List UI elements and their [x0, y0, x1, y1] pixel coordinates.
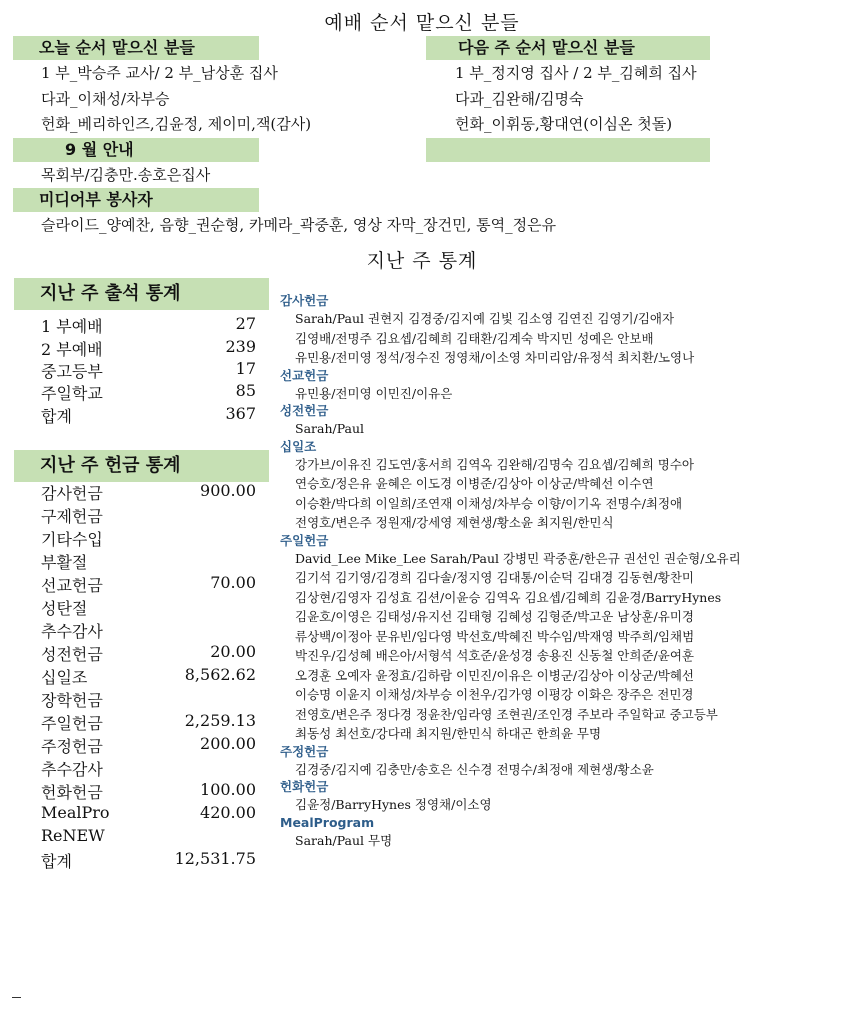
offering-row [41, 573, 256, 597]
stats-title: 지난 주 통계 [366, 250, 478, 272]
offering-row [41, 734, 256, 758]
donor-names-line: 유민용/전미영 정석/정수진 정영채/이소영 차미리암/유정석 최치환/노영나 [295, 350, 695, 365]
next-week-line: 헌화_이휘동,황대연(이심온 첫돌) [455, 115, 673, 133]
offering-row [41, 780, 256, 804]
offering-row [41, 642, 256, 666]
donor-section-title: 성전헌금 [280, 403, 329, 418]
row-label: 성전헌금 [41, 645, 103, 664]
donor-names-line: 전영호/변은주 정다경 정윤찬/임라영 조현권/조인경 주보라 주일학교 중고등부 [295, 706, 718, 722]
row-value: 8,562.62 [184, 665, 256, 684]
row-value: 70.00 [210, 573, 256, 592]
row-label: 선교헌금 [41, 576, 103, 595]
today-line: 1 부_박승주 교사/ 2 부_남상훈 집사 [41, 64, 278, 82]
row-value: 367 [225, 404, 256, 423]
offering-row [41, 711, 256, 735]
september-line: 목회부/김충만.송호은집사 [41, 166, 211, 184]
attendance-row [41, 314, 256, 338]
offering-heading: 지난 주 헌금 통계 [40, 455, 181, 476]
offering-total-row [41, 849, 256, 873]
offering-row [41, 527, 256, 551]
offering-row [41, 826, 256, 850]
row-value: 12,531.75 [174, 849, 256, 868]
donor-section-title: 감사헌금 [280, 293, 329, 308]
footer-dash [12, 997, 21, 998]
offering-row [41, 596, 256, 620]
row-label: 기타수입 [41, 530, 103, 549]
today-line: 헌화_베리하인즈,김윤정, 제이미,잭(감사) [41, 115, 312, 133]
row-label: 2 부예배 [41, 340, 103, 359]
today-heading: 오늘 순서 맡으신 분들 [39, 38, 195, 57]
row-label: 1 부예배 [41, 317, 103, 336]
donor-names-line: 김영배/전명주 김요셉/김혜희 김태환/김계숙 박지민 성예은 안보배 [295, 330, 654, 346]
attendance-total-row [41, 404, 256, 428]
row-value: 27 [235, 314, 256, 333]
next-week-line: 1 부_정지영 집사 / 2 부_김혜희 집사 [455, 64, 697, 82]
today-line: 다과_이채성/차부승 [41, 90, 170, 108]
row-label: 주정헌금 [41, 737, 103, 756]
offering-row [41, 504, 256, 528]
row-label: 중고등부 [41, 362, 103, 381]
offering-row [41, 481, 256, 505]
donor-section-title: MealProgram [280, 814, 375, 830]
donor-section-title: 선교헌금 [280, 367, 329, 383]
donor-names-line: 김윤호/이영은 김태성/유지선 김태형 김혜성 김형준/박고운 남상훈/유미경 [295, 609, 694, 624]
row-label: 구제헌금 [41, 507, 103, 526]
row-label: 합계 [41, 407, 72, 426]
row-value: 20.00 [210, 642, 256, 661]
donor-names-line: 김윤정/BarryHynes 정영채/이소영 [295, 797, 492, 812]
row-label: 합계 [41, 852, 72, 871]
donor-section-title: 주일헌금 [280, 532, 329, 548]
offering-row [41, 619, 256, 643]
offering-heading-bar [14, 450, 269, 482]
row-label: 장학헌금 [41, 691, 103, 710]
donor-section-title: 주정헌금 [280, 743, 329, 759]
donor-names-line: 연승호/정은유 윤혜은 이도경 이병준/김상아 이상군/박혜선 이수연 [295, 476, 654, 491]
donor-names-line: 강가브/이유진 김도연/홍서희 김역옥 김완해/김명숙 김요셉/김혜희 명수아 [295, 456, 694, 472]
attendance-row [41, 381, 256, 405]
september-heading-bar [13, 138, 259, 162]
donor-names-line: 최동성 최선호/강다래 최지원/한민식 하대곤 한희윤 무명 [295, 726, 602, 741]
page-title: 예배 순서 맡으신 분들 [324, 12, 520, 34]
row-value: 239 [225, 337, 256, 356]
donor-names-line: 이승명 이윤지 이채성/차부승 이천우/김가영 이평강 이화은 장주은 전민경 [295, 687, 694, 702]
offering-row [41, 665, 256, 689]
offering-row [41, 688, 256, 712]
row-label: 감사헌금 [41, 484, 103, 503]
row-label: MealPro [41, 803, 110, 822]
donor-section-title: 십일조 [280, 438, 317, 454]
donor-names-line: 유민용/전미영 이민진/이유은 [295, 385, 453, 401]
media-heading: 미디어부 봉사자 [39, 190, 153, 209]
row-label: ReNEW [41, 826, 105, 845]
attendance-row [41, 359, 256, 383]
media-line: 슬라이드_양예찬, 음향_권순형, 카메라_곽중훈, 영상 자막_장건민, 통역_정은유 [41, 216, 557, 234]
row-label: 주일학교 [41, 384, 103, 403]
attendance-row [41, 337, 256, 361]
donor-names-line: 전영호/변은주 정원재/강세영 제현생/황소윤 최지원/한민식 [295, 515, 614, 530]
empty-heading-bar [426, 138, 710, 162]
attendance-heading: 지난 주 출석 통계 [40, 283, 181, 304]
donor-names-line: 류상백/이정아 문유빈/임다영 박선호/박혜진 박수임/박재영 박주희/임채범 [295, 628, 695, 644]
attendance-heading-bar [14, 278, 269, 310]
media-heading-bar [13, 188, 259, 212]
donor-names-line: 박진우/김성혜 배은아/서형석 석호준/윤성경 송용진 신동철 안희준/윤여훈 [295, 648, 694, 663]
donor-names-line: Sarah/Paul 권현지 김경중/김지예 김빛 김소영 김연진 김영기/김애자 [295, 311, 675, 326]
next-week-line: 다과_김완해/김명숙 [455, 90, 584, 108]
donor-names-line: 김기석 김기영/김경희 김다솔/정지영 김대통/이순덕 김대경 김동현/황찬미 [295, 570, 694, 585]
row-value: 100.00 [200, 780, 256, 799]
row-label: 주일헌금 [41, 714, 103, 733]
row-value: 2,259.13 [184, 711, 256, 730]
row-label: 추수감사 [41, 622, 103, 641]
next-week-heading-bar [426, 36, 710, 60]
donor-names-line: Sarah/Paul 무명 [295, 832, 393, 848]
donor-names-line: 이승환/박다희 이일희/조연재 이채성/차부승 이향/이기옥 전명수/최정애 [295, 495, 683, 511]
donor-names-line: Sarah/Paul [295, 421, 365, 436]
row-value: 17 [235, 359, 256, 378]
row-label: 부활절 [41, 553, 88, 572]
row-label: 추수감사 [41, 760, 103, 779]
donor-names-line: 오경훈 오예자 윤정효/김하람 이민진/이유은 이병군/김상아 이상군/박혜선 [295, 667, 694, 683]
offering-row [41, 550, 256, 574]
donor-names-line: 김상현/김영자 김성효 김션/이윤승 김역옥 김요셉/김혜희 김윤경/BarryHynes [295, 589, 722, 605]
row-label: 헌화헌금 [41, 783, 103, 802]
row-label: 십일조 [41, 668, 88, 687]
row-value: 85 [235, 381, 256, 400]
row-value: 200.00 [200, 734, 256, 753]
today-heading-bar [13, 36, 259, 60]
row-label: 성탄절 [41, 599, 88, 618]
offering-row [41, 757, 256, 781]
september-heading: 9 월 안내 [65, 140, 134, 159]
donor-list [280, 293, 840, 850]
donor-section-title: 헌화헌금 [280, 779, 329, 794]
offering-row [41, 803, 256, 827]
row-value: 900.00 [200, 481, 256, 500]
donor-names-line: David_Lee Mike_Lee Sarah/Paul 강병민 곽중훈/한은규 권선인 권순형/오유리 [295, 550, 741, 566]
donor-names-line: 김경중/김지예 김충만/송호은 신수경 전명수/최정애 제현생/황소윤 [295, 761, 654, 777]
next-week-heading: 다음 주 순서 맡으신 분들 [458, 38, 635, 57]
row-value: 420.00 [200, 803, 256, 822]
